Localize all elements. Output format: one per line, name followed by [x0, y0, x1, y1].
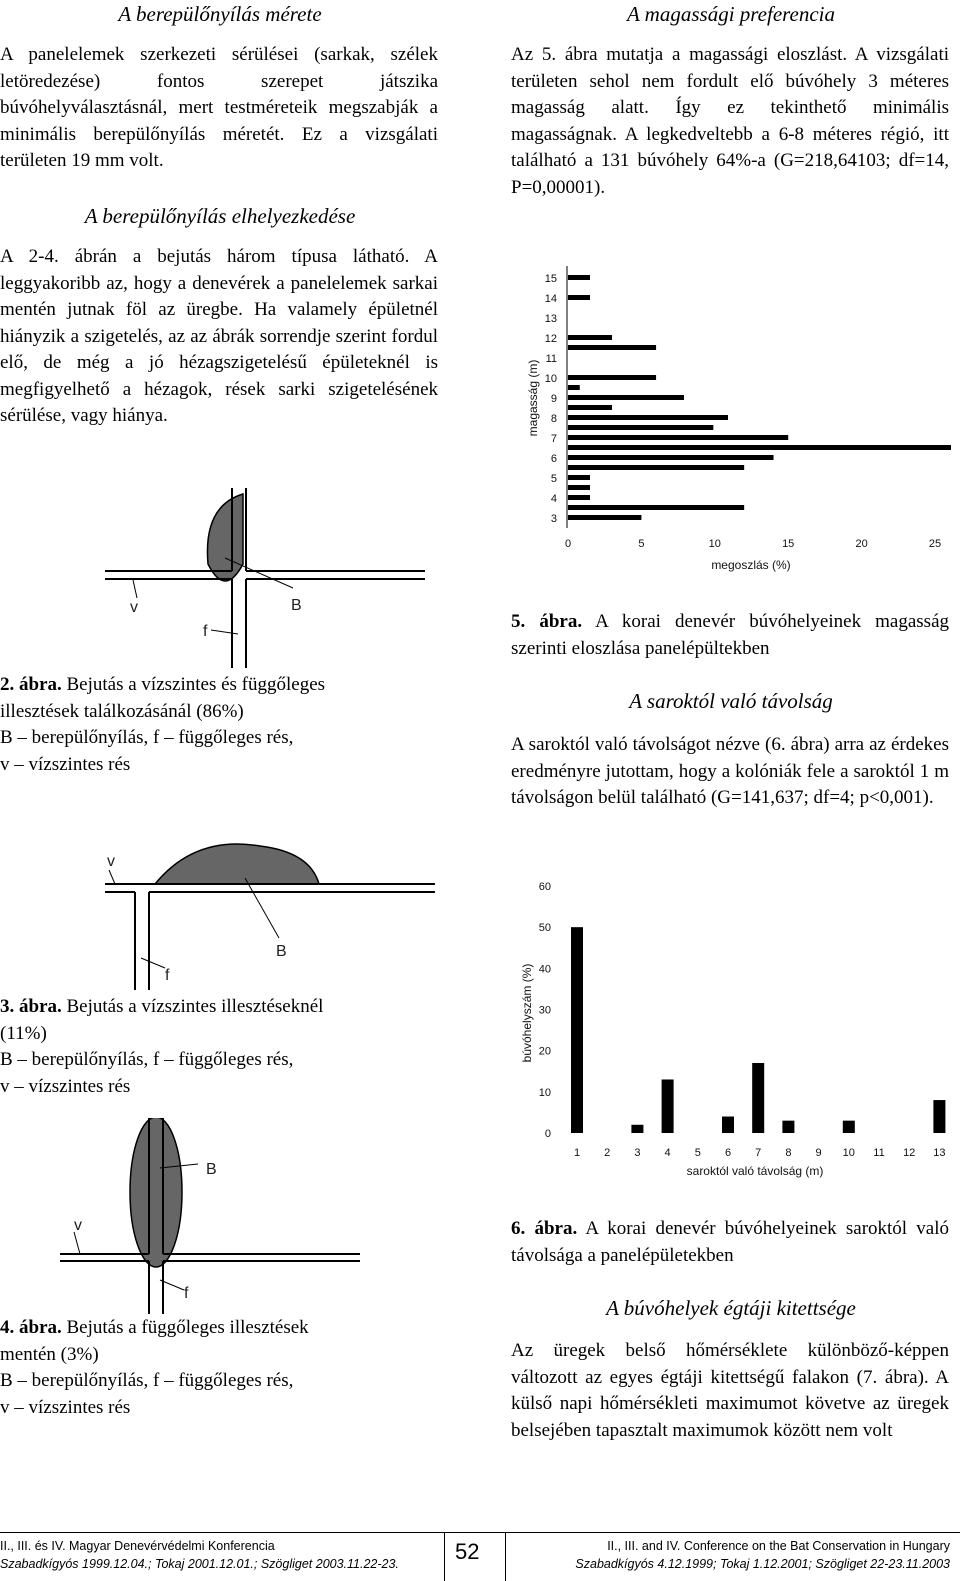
label-f: f	[184, 1285, 189, 1302]
figure-3-diagram	[95, 840, 435, 990]
figure-4-diagram	[60, 1118, 360, 1314]
y-tick-label: 4	[550, 493, 557, 505]
label-B: B	[276, 943, 287, 960]
x-tick-label: 10	[842, 1147, 855, 1159]
x-tick-label: 25	[928, 538, 942, 550]
caption-number: 4. ábra.	[0, 1317, 62, 1338]
bar	[568, 505, 744, 510]
caption-number: 2. ábra.	[0, 674, 62, 695]
caption-line: B – berepülőnyílás, f – függőleges rés,	[0, 1049, 294, 1070]
bar	[568, 345, 656, 350]
bar	[568, 385, 580, 390]
bar	[568, 465, 744, 470]
caption-line: (11%)	[0, 1022, 47, 1044]
y-tick-label: 11	[545, 353, 557, 365]
x-tick-label: 5	[638, 538, 645, 550]
opening-shape	[207, 494, 243, 581]
caption-line: illesztések találkozásánál (86%)	[0, 700, 244, 722]
x-tick-label: 11	[873, 1147, 885, 1159]
label-B: B	[206, 1161, 217, 1178]
bar	[843, 1121, 855, 1133]
y-tick-label: 30	[538, 1004, 551, 1017]
bar	[568, 475, 590, 480]
section-title-opening-position: A berepülőnyílás elhelyezkedése	[84, 204, 356, 228]
figure-6-chart	[511, 868, 951, 1188]
caption-line: v – vízszintes rés	[0, 1075, 131, 1097]
caption-line: v – vízszintes rés	[0, 1396, 131, 1418]
section-title-opening-size: A berepülőnyílás mérete	[118, 2, 322, 26]
section-title-height-preference: A magassági preferencia	[626, 2, 836, 26]
y-axis-title: magasság (m)	[526, 359, 540, 437]
bar	[722, 1117, 734, 1133]
figure-2-caption	[0, 672, 440, 778]
y-tick-label: 10	[544, 373, 557, 385]
figure-2-diagram	[95, 488, 425, 668]
bar	[568, 395, 684, 400]
label-v: v	[107, 853, 115, 870]
x-tick-label: 15	[782, 538, 795, 550]
bar	[568, 435, 788, 440]
figure-5-chart	[511, 258, 951, 582]
x-tick-label: 12	[903, 1147, 916, 1159]
y-tick-label: 15	[544, 273, 557, 285]
caption-line: Bejutás a vízszintes és függőleges	[61, 674, 326, 695]
x-tick-label: 10	[708, 538, 721, 550]
bar	[568, 495, 590, 500]
paragraph-height-preference: Az 5. ábra mutatja a magassági eloszlást. A vizsgálati területen sehol nem fordult elő búvóhely 3 méteres magasság alatt. Így ez tekinthető minimális magasságnak. A legkedveltebb a 6-8 méteres régió, itt található a 131 búvóhely 64%-a (G=218,64103; df=14, P=0,00001).	[511, 44, 949, 198]
footer-left: II., III. és IV. Magyar Denevérvédelmi Konferencia Szabadkígyós 1999.12.04.; Tokaj 2001.12.01.; Szögliget 2003.11.22-23.	[0, 1539, 399, 1571]
y-axis-title: búvóhelyszám (%)	[520, 963, 534, 1063]
figure-4-caption	[0, 1315, 440, 1421]
bar	[568, 375, 656, 380]
caption-line: B – berepülőnyílás, f – függőleges rés,	[0, 1370, 294, 1391]
caption-line: v – vízszintes rés	[0, 753, 131, 775]
caption-line: Bejutás a függőleges illesztések	[61, 1317, 309, 1338]
bar	[568, 515, 641, 520]
paragraph-opening-position: A 2-4. ábrán a bejutás három típusa látható. A leggyakoribb az, hogy a denevérek a panelelemek sarkai mentén jutnak föl az üregbe. Ha valamely épületnél hiányzik a szigetelés, az az ábrák sorrendje szerint fordul elő, de még a jó hézagszigetelésű épületeknél is megfigyelhető a hézagok, rések sarki szigetelésének sérülése, vagy hiánya.	[0, 246, 438, 426]
bar	[568, 405, 612, 410]
label-B: B	[291, 597, 302, 614]
caption-number: 6. ábra.	[511, 1218, 578, 1239]
y-tick-label: 14	[544, 293, 557, 305]
x-tick-label: 4	[664, 1147, 671, 1159]
section-title-exposure: A búvóhelyek égtáji kitettsége	[606, 1296, 856, 1320]
bar	[568, 455, 774, 460]
x-axis-title: megoszlás (%)	[711, 558, 791, 572]
y-tick-label: 50	[538, 922, 551, 935]
y-tick-label: 10	[538, 1086, 551, 1099]
caption-line: B – berepülőnyílás, f – függőleges rés,	[0, 727, 294, 748]
label-v: v	[74, 1217, 82, 1234]
y-tick-label: 20	[538, 1045, 551, 1058]
y-tick-label: 60	[538, 881, 551, 893]
figure-3-caption	[0, 994, 440, 1100]
figure-5-caption	[511, 609, 949, 662]
bar	[568, 485, 590, 490]
paragraph-corner-distance: A saroktól való távolságot nézve (6. ábra) arra az érdekes eredményre jutottam, hogy a kolóniák fele a saroktól 1 m távolságon belül található (G=141,637; df=4; p<0,001).	[511, 734, 949, 808]
x-tick-label: 13	[933, 1147, 946, 1159]
y-tick-label: 7	[550, 433, 557, 445]
x-tick-label: 8	[785, 1147, 792, 1159]
paragraph-opening-size: A panelelemek szerkezeti sérülései (sarkak, szélek letöredezése) fontos szerepet játszika búvóhelyválasztásnál, mert testméreteik megszabják a minimális berepülőnyílás méretét. Ez a vizsgálati területen 19 mm volt.	[0, 44, 438, 171]
x-axis-title: saroktól való távolság (m)	[686, 1164, 824, 1178]
caption-text: A korai denevér búvóhelyeinek saroktól való távolsága a panelépületekben	[511, 1218, 949, 1266]
bar	[571, 927, 583, 1133]
caption-text: A korai denevér búvóhelyeinek magasság szerinti eloszlása panelépültekben	[511, 611, 950, 659]
label-v: v	[130, 599, 138, 616]
bar	[631, 1125, 643, 1133]
bar	[568, 295, 590, 300]
y-tick-label: 9	[550, 393, 557, 405]
x-tick-label: 2	[604, 1147, 611, 1159]
caption-line: Bejutás a vízszintes illesztéseknél	[61, 996, 324, 1017]
x-tick-label: 1	[573, 1147, 581, 1159]
y-tick-label: 12	[544, 333, 557, 345]
x-tick-label: 0	[564, 538, 572, 550]
y-tick-label: 0	[544, 1128, 551, 1140]
bar	[568, 275, 590, 280]
bar	[568, 425, 713, 430]
y-tick-label: 5	[550, 473, 557, 485]
caption-number: 5. ábra.	[511, 611, 583, 632]
y-tick-label: 6	[550, 453, 557, 465]
y-tick-label: 13	[544, 313, 557, 325]
label-f: f	[203, 623, 208, 640]
y-tick-label: 3	[550, 513, 557, 525]
caption-line: mentén (3%)	[0, 1343, 99, 1365]
y-tick-label: 8	[550, 413, 557, 425]
opening-shape	[130, 1118, 182, 1267]
x-tick-label: 6	[724, 1147, 732, 1159]
page-footer	[0, 1532, 960, 1581]
section-title-corner-distance: A saroktól való távolság	[629, 689, 833, 713]
figure-6-caption	[511, 1216, 949, 1269]
bar	[568, 445, 951, 450]
page-number: 52	[455, 1539, 480, 1564]
x-tick-label: 3	[634, 1147, 641, 1159]
bar	[568, 415, 728, 420]
label-f: f	[165, 967, 170, 984]
bar	[782, 1121, 794, 1133]
paragraph-exposure: Az üregek belső hőmérséklete különböző-képpen változott az egyes égtáji kitettségű falakon (7. ábra). A külső napi hőmérsékleti maximumot követve az üregek belsejében tapasztalt maximumok között nem volt	[511, 1340, 949, 1441]
opening-shape	[155, 844, 319, 884]
x-tick-label: 5	[694, 1147, 701, 1159]
bar	[752, 1063, 764, 1133]
footer-right: II., III. and IV. Conference on the Bat Conservation in Hungary Szabadkígyós 4.12.1999; Tokaj 1.12.2001; Szögliget 22-23.11.2003	[575, 1539, 950, 1571]
y-tick-label: 40	[538, 963, 551, 976]
x-tick-label: 7	[755, 1147, 762, 1159]
bar	[933, 1100, 945, 1133]
x-tick-label: 9	[815, 1147, 822, 1159]
x-tick-label: 20	[855, 538, 868, 550]
bar	[568, 335, 612, 340]
bar	[662, 1079, 674, 1133]
caption-number: 3. ábra.	[0, 996, 62, 1017]
